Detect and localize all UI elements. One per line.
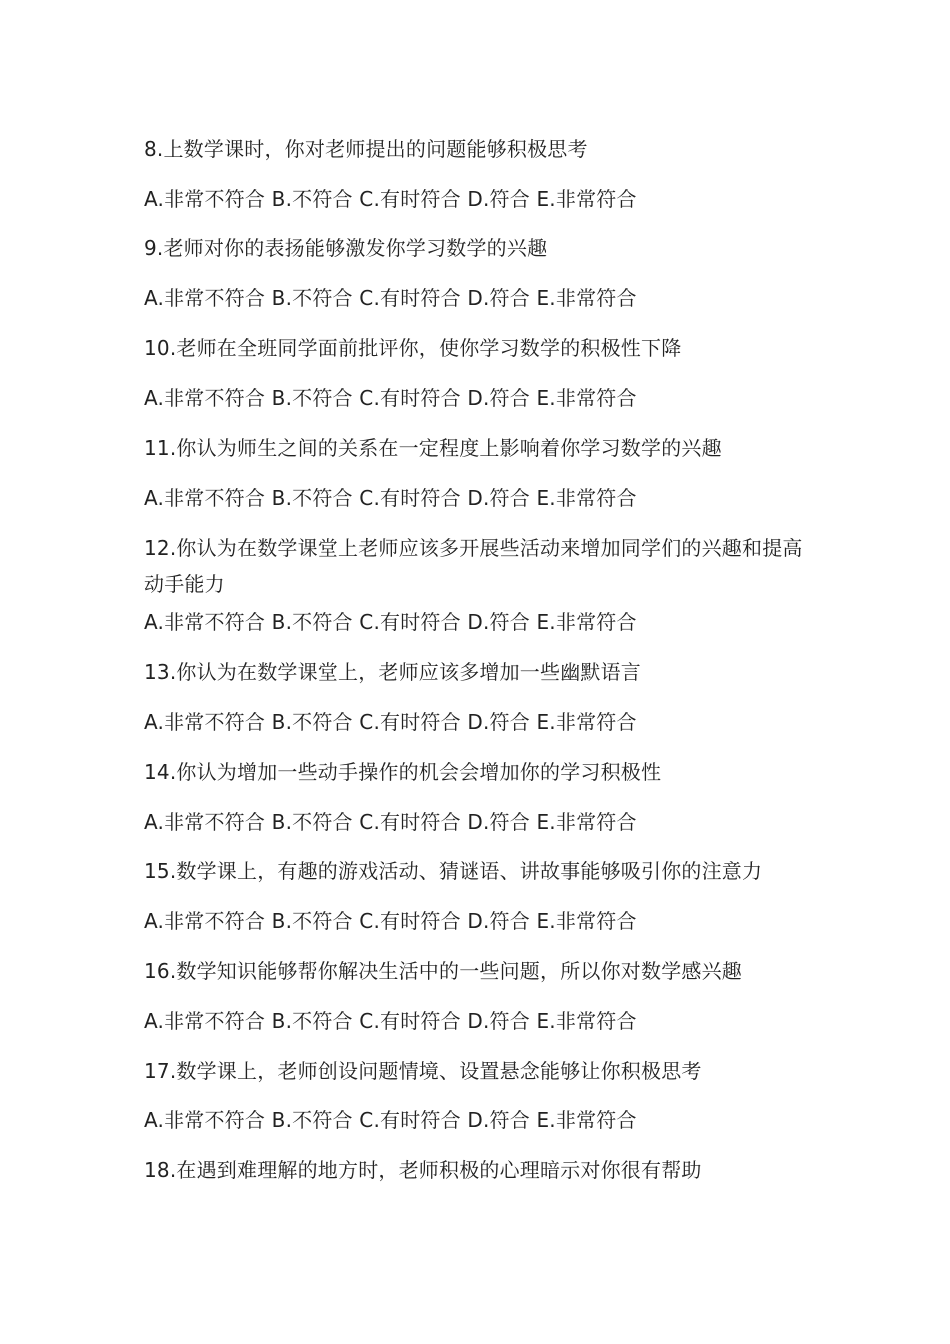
answer-options-12: A.非常不符合 B.不符合 C.有时符合 D.符合 E.非常符合	[144, 610, 637, 634]
question-12: 12.你认为在数学课堂上老师应该多开展些活动来增加同学们的兴趣和提高动手能力	[144, 536, 803, 596]
question-18: 18.在遇到难理解的地方时，老师积极的心理暗示对你很有帮助	[144, 1158, 702, 1182]
answer-options-15: A.非常不符合 B.不符合 C.有时符合 D.符合 E.非常符合	[144, 909, 637, 933]
question-8: 8.上数学课时，你对老师提出的问题能够积极思考	[144, 137, 588, 161]
answer-options-17: A.非常不符合 B.不符合 C.有时符合 D.符合 E.非常符合	[144, 1108, 637, 1132]
question-14: 14.你认为增加一些动手操作的机会会增加你的学习积极性	[144, 760, 662, 784]
answer-options-13: A.非常不符合 B.不符合 C.有时符合 D.符合 E.非常符合	[144, 710, 637, 734]
answer-options-11: A.非常不符合 B.不符合 C.有时符合 D.符合 E.非常符合	[144, 486, 637, 510]
question-13: 13.你认为在数学课堂上，老师应该多增加一些幽默语言	[144, 660, 642, 684]
answer-options-8: A.非常不符合 B.不符合 C.有时符合 D.符合 E.非常符合	[144, 187, 637, 211]
question-10: 10.老师在全班同学面前批评你，使你学习数学的积极性下降	[144, 336, 682, 360]
question-17: 17.数学课上，老师创设问题情境、设置悬念能够让你积极思考	[144, 1059, 702, 1083]
answer-options-14: A.非常不符合 B.不符合 C.有时符合 D.符合 E.非常符合	[144, 810, 637, 834]
answer-options-16: A.非常不符合 B.不符合 C.有时符合 D.符合 E.非常符合	[144, 1009, 637, 1033]
question-11: 11.你认为师生之间的关系在一定程度上影响着你学习数学的兴趣	[144, 436, 722, 460]
question-16: 16.数学知识能够帮你解决生活中的一些问题，所以你对数学感兴趣	[144, 959, 743, 983]
answer-options-9: A.非常不符合 B.不符合 C.有时符合 D.符合 E.非常符合	[144, 286, 637, 310]
answer-options-10: A.非常不符合 B.不符合 C.有时符合 D.符合 E.非常符合	[144, 386, 637, 410]
question-9: 9.老师对你的表扬能够激发你学习数学的兴趣	[144, 236, 548, 260]
question-15: 15.数学课上，有趣的游戏活动、猜谜语、讲故事能够吸引你的注意力	[144, 859, 763, 883]
